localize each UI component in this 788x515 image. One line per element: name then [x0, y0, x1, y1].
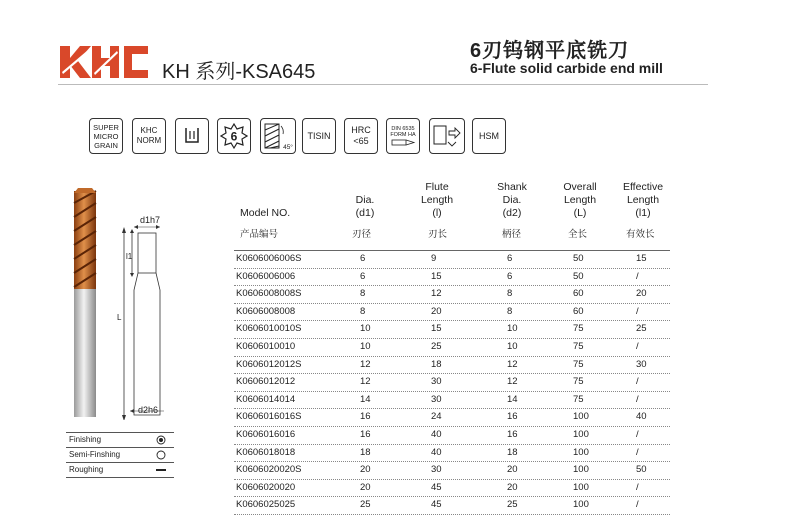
- cell-dia: 8: [360, 305, 366, 317]
- header-dia: [345, 194, 385, 220]
- cell-overall-length: 100: [573, 428, 589, 440]
- product-title-cn: 6刃钨钢平底铣刀: [470, 40, 630, 62]
- cell-shank-dia: 18: [507, 446, 518, 458]
- cell-overall-length: 60: [573, 288, 584, 300]
- cell-flute-length: 25: [431, 340, 442, 352]
- cell-shank-dia: 10: [507, 323, 518, 335]
- header-flute-line2: Length: [420, 194, 454, 206]
- cell-flute-length: 18: [431, 358, 442, 370]
- cell-shank-dia: 8: [507, 288, 513, 300]
- header-flute-line3: (l): [432, 207, 442, 219]
- hardness-label: HRC <65: [351, 125, 371, 146]
- header-divider: [58, 84, 708, 85]
- cell-dia: 10: [360, 323, 371, 335]
- cell-effective-length: /: [636, 270, 639, 282]
- cell-flute-length: 40: [431, 446, 442, 458]
- cell-shank-dia: 16: [507, 411, 518, 423]
- header-overall-line2: Length: [563, 194, 597, 206]
- cell-model: K0606006006: [236, 270, 296, 282]
- header-shank-line2: Dia.: [502, 194, 522, 206]
- header-effective: [615, 181, 671, 220]
- cell-dia: 10: [360, 340, 371, 352]
- table-row: [234, 392, 670, 410]
- tool-photo: [74, 188, 96, 417]
- header-dia-cn: 刃径: [352, 229, 372, 240]
- cell-model: K0606025025: [236, 499, 296, 511]
- table-row: [234, 269, 670, 287]
- cell-effective-length: 30: [636, 358, 647, 370]
- table-row: [234, 251, 670, 269]
- coating-label: TISIN: [307, 130, 331, 141]
- cell-model: K0606008008S: [236, 288, 302, 300]
- cell-overall-length: 100: [573, 446, 589, 458]
- cell-flute-length: 45: [431, 499, 442, 511]
- cell-dia: 25: [360, 499, 371, 511]
- cell-model: K0606018018: [236, 446, 296, 458]
- machining-direction-icon: [429, 118, 465, 154]
- circle-icon: [156, 450, 166, 460]
- cell-shank-dia: 16: [507, 428, 518, 440]
- cell-effective-length: /: [636, 499, 639, 511]
- cell-overall-length: 100: [573, 499, 589, 511]
- table-row: [234, 409, 670, 427]
- table-row: [234, 286, 670, 304]
- cell-model: K0606012012S: [236, 358, 302, 370]
- table-row: [234, 497, 670, 515]
- cell-effective-length: /: [636, 481, 639, 493]
- legend-roughing: [66, 463, 174, 478]
- khc-norm-icon: [132, 118, 166, 154]
- cell-shank-dia: 12: [507, 376, 518, 388]
- header-effective-line3: (l1): [635, 207, 651, 219]
- cell-model: K0606016016: [236, 428, 296, 440]
- cell-dia: 16: [360, 411, 371, 423]
- cell-effective-length: /: [636, 393, 639, 405]
- cell-overall-length: 75: [573, 376, 584, 388]
- dash-icon: [156, 465, 166, 475]
- cell-overall-length: 100: [573, 411, 589, 423]
- cell-model: K0606016016S: [236, 411, 302, 423]
- cell-flute-length: 24: [431, 411, 442, 423]
- flat-end-icon: [175, 118, 209, 154]
- cell-flute-length: 12: [431, 288, 442, 300]
- cell-model: K0606006006S: [236, 253, 302, 264]
- khc-norm-label: KHC NORM: [136, 126, 162, 145]
- table-row: [234, 374, 670, 392]
- cell-flute-length: 40: [431, 428, 442, 440]
- legend-finishing-label: Finishing: [69, 435, 102, 444]
- cell-model: K0606020020: [236, 481, 296, 493]
- cell-effective-length: 50: [636, 464, 647, 476]
- super-micro-grain-label: SUPER MICRO GRAIN: [93, 122, 119, 150]
- cell-shank-dia: 25: [507, 499, 518, 511]
- legend-finishing: [66, 433, 174, 448]
- header-overall: [555, 181, 605, 220]
- table-row: [234, 321, 670, 339]
- cell-dia: 12: [360, 358, 371, 370]
- header-overall-line1: Overall: [563, 181, 597, 193]
- high-speed-label: HSM: [479, 130, 499, 141]
- d2-label: d2h6: [138, 405, 159, 415]
- table-row: [234, 357, 670, 375]
- cell-overall-length: 100: [573, 481, 589, 493]
- cell-shank-dia: 14: [507, 393, 518, 405]
- cell-model: K0606008008: [236, 305, 296, 317]
- table-row: [234, 427, 670, 445]
- cell-dia: 18: [360, 446, 371, 458]
- cell-dia: 20: [360, 464, 371, 476]
- cell-flute-length: 15: [431, 323, 442, 335]
- cell-overall-length: 75: [573, 323, 584, 335]
- cell-flute-length: 30: [431, 464, 442, 476]
- cell-overall-length: 75: [573, 358, 584, 370]
- header-flute: [412, 181, 462, 220]
- cell-effective-length: 20: [636, 288, 647, 300]
- table-row: [234, 445, 670, 463]
- cell-flute-length: 45: [431, 481, 442, 493]
- cell-dia: 8: [360, 288, 366, 300]
- cell-effective-length: /: [636, 446, 639, 458]
- cell-overall-length: 75: [573, 340, 584, 352]
- d1-label: d1h7: [140, 215, 161, 225]
- cell-shank-dia: 6: [507, 253, 513, 264]
- cell-model: K0606020020S: [236, 464, 302, 476]
- cell-model: K0606012012: [236, 376, 296, 388]
- header-dia-line2: (d1): [355, 207, 375, 219]
- header-shank-line3: (d2): [502, 207, 522, 219]
- cell-shank-dia: 8: [507, 305, 513, 317]
- header-effective-cn: 有效长: [626, 229, 655, 240]
- cell-shank-dia: 20: [507, 481, 518, 493]
- flute-count: 6: [230, 129, 238, 144]
- cell-flute-length: 30: [431, 376, 442, 388]
- super-micro-grain-icon: [89, 118, 123, 154]
- six-flutes-icon: [217, 118, 251, 154]
- cell-dia: 14: [360, 393, 371, 405]
- spec-table-body: [234, 250, 670, 515]
- cell-effective-length: 40: [636, 411, 647, 423]
- shank-standard-icon: [386, 118, 420, 154]
- table-row: [234, 339, 670, 357]
- helix-angle-icon: [260, 118, 296, 154]
- cell-shank-dia: 12: [507, 358, 518, 370]
- helix-angle-label: 45°: [283, 144, 293, 151]
- khc-logo: [58, 42, 150, 82]
- product-title-en: 6-Flute solid carbide end mill: [470, 60, 663, 76]
- shank-standard-label: DIN 6535 FORM HA: [390, 125, 416, 138]
- cell-dia: 6: [360, 253, 366, 264]
- cell-model: K0606010010: [236, 340, 296, 352]
- header-flute-cn: 刃长: [428, 229, 448, 240]
- l1-label: l1: [126, 252, 133, 261]
- header-flute-line1: Flute: [425, 181, 449, 193]
- cell-flute-length: 9: [431, 253, 437, 264]
- l-label: L: [117, 313, 122, 322]
- cell-overall-length: 75: [573, 393, 584, 405]
- cell-effective-length: 15: [636, 253, 647, 264]
- table-row: [234, 462, 670, 480]
- header-overall-cn: 全长: [568, 229, 588, 240]
- cell-shank-dia: 20: [507, 464, 518, 476]
- series-name: KH 系列-KSA645: [162, 61, 316, 83]
- cell-flute-length: 30: [431, 393, 442, 405]
- cell-model: K0606010010S: [236, 323, 302, 335]
- coating-icon: [302, 118, 336, 154]
- cell-effective-length: /: [636, 305, 639, 317]
- cell-shank-dia: 10: [507, 340, 518, 352]
- legend-roughing-label: Roughing: [69, 465, 104, 474]
- header-model-cn: 产品编号: [240, 229, 279, 240]
- cell-model: K0606014014: [236, 393, 296, 405]
- double-circle-icon: [156, 435, 166, 445]
- table-row: [234, 480, 670, 498]
- header-effective-line1: Effective: [622, 181, 664, 193]
- header-overall-line3: (L): [573, 207, 587, 219]
- cell-overall-length: 50: [573, 270, 584, 282]
- cell-overall-length: 60: [573, 305, 584, 317]
- cell-effective-length: /: [636, 376, 639, 388]
- cell-dia: 16: [360, 428, 371, 440]
- table-row: [234, 304, 670, 322]
- header-shank: [489, 181, 535, 220]
- cell-overall-length: 50: [573, 253, 584, 264]
- legend-semi-finishing-label: Semi-Finshing: [69, 450, 121, 459]
- cell-flute-length: 20: [431, 305, 442, 317]
- cell-dia: 6: [360, 270, 366, 282]
- header-dia-line1: Dia.: [355, 194, 375, 206]
- high-speed-icon: [472, 118, 506, 154]
- header-shank-line1: Shank: [497, 181, 527, 193]
- cell-shank-dia: 6: [507, 270, 513, 282]
- header-model: Model NO.: [240, 207, 291, 219]
- cell-dia: 20: [360, 481, 371, 493]
- machining-legend: [66, 432, 174, 478]
- hardness-icon: [344, 118, 378, 154]
- legend-semi-finishing: [66, 448, 174, 463]
- cell-dia: 12: [360, 376, 371, 388]
- cell-effective-length: /: [636, 428, 639, 440]
- cell-overall-length: 100: [573, 464, 589, 476]
- cell-effective-length: /: [636, 340, 639, 352]
- header-effective-line2: Length: [626, 194, 660, 206]
- cell-flute-length: 15: [431, 270, 442, 282]
- cell-effective-length: 25: [636, 323, 647, 335]
- end-mill-drawing: [60, 185, 180, 420]
- header-shank-cn: 柄径: [502, 229, 522, 240]
